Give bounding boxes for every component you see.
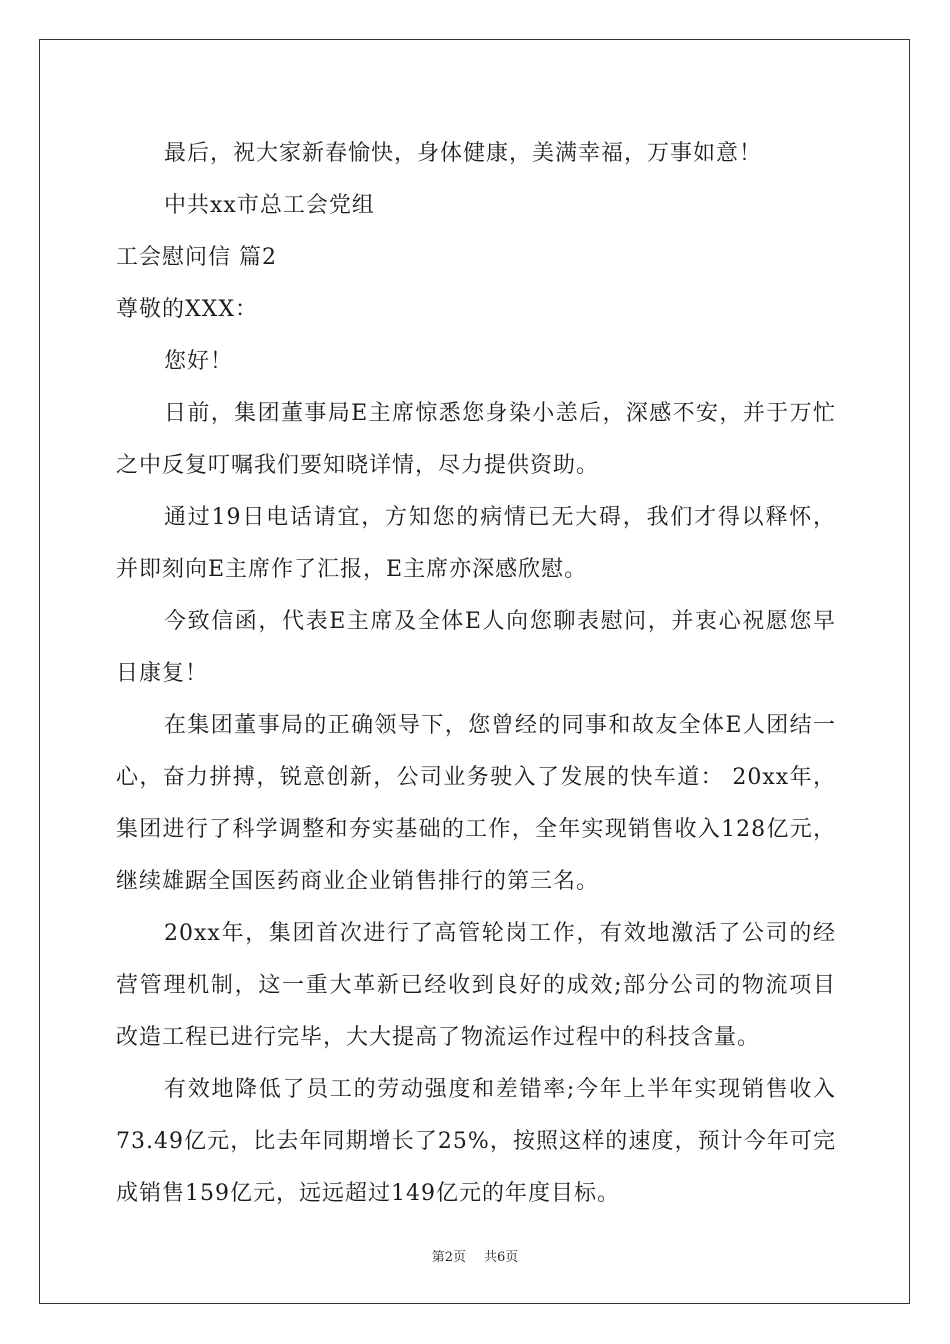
body-paragraph: 通过19日电话请宜，方知您的病情已无大碍，我们才得以释怀，并即刻向E主席作了汇报，E主席亦深感欣慰。 [116, 505, 836, 582]
closing-wishes: 最后，祝大家新春愉快，身体健康，美满幸福，万事如意！ [164, 141, 763, 166]
body-paragraph: 今致信函，代表E主席及全体E人向您聊表慰问，并衷心祝愿您早日康复！ [116, 609, 836, 686]
page-footer [0, 1246, 950, 1265]
body-paragraph: 日前，集团董事局E主席惊悉您身染小恙后，深感不安，并于万忙之中反复叮嘱我们要知晓详情，尽力提供资助。 [116, 401, 836, 478]
signature: 中共xx市总工会党组 [164, 193, 375, 218]
page-total: 共6页 [484, 1250, 519, 1265]
document-body [116, 128, 836, 1220]
body-paragraph: 有效地降低了员工的劳动强度和差错率;今年上半年实现销售收入73.49亿元，比去年同期增长了25%，按照这样的速度，预计今年可完成销售159亿元，远远超过149亿元的年度目标。 [116, 1077, 836, 1206]
page-number: 第2页 [431, 1250, 466, 1265]
body-paragraph: 20xx年，集团首次进行了高管轮岗工作，有效地激活了公司的经营管理机制，这一重大革新已经收到良好的成效;部分公司的物流项目改造工程已进行完毕，大大提高了物流运作过程中的科技含量。 [116, 921, 836, 1050]
salutation: 尊敬的XXX： [116, 297, 258, 322]
section-title: 工会慰问信 篇2 [116, 245, 277, 270]
greeting: 您好！ [164, 349, 234, 374]
body-paragraph: 在集团董事局的正确领导下，您曾经的同事和故友全体E人团结一心，奋力拼搏，锐意创新，公司业务驶入了发展的快车道： 20xx年，集团进行了科学调整和夯实基础的工作，全年实现销售收入128亿元，继续雄踞全国医药商业企业销售排行的第三名。 [116, 713, 836, 894]
